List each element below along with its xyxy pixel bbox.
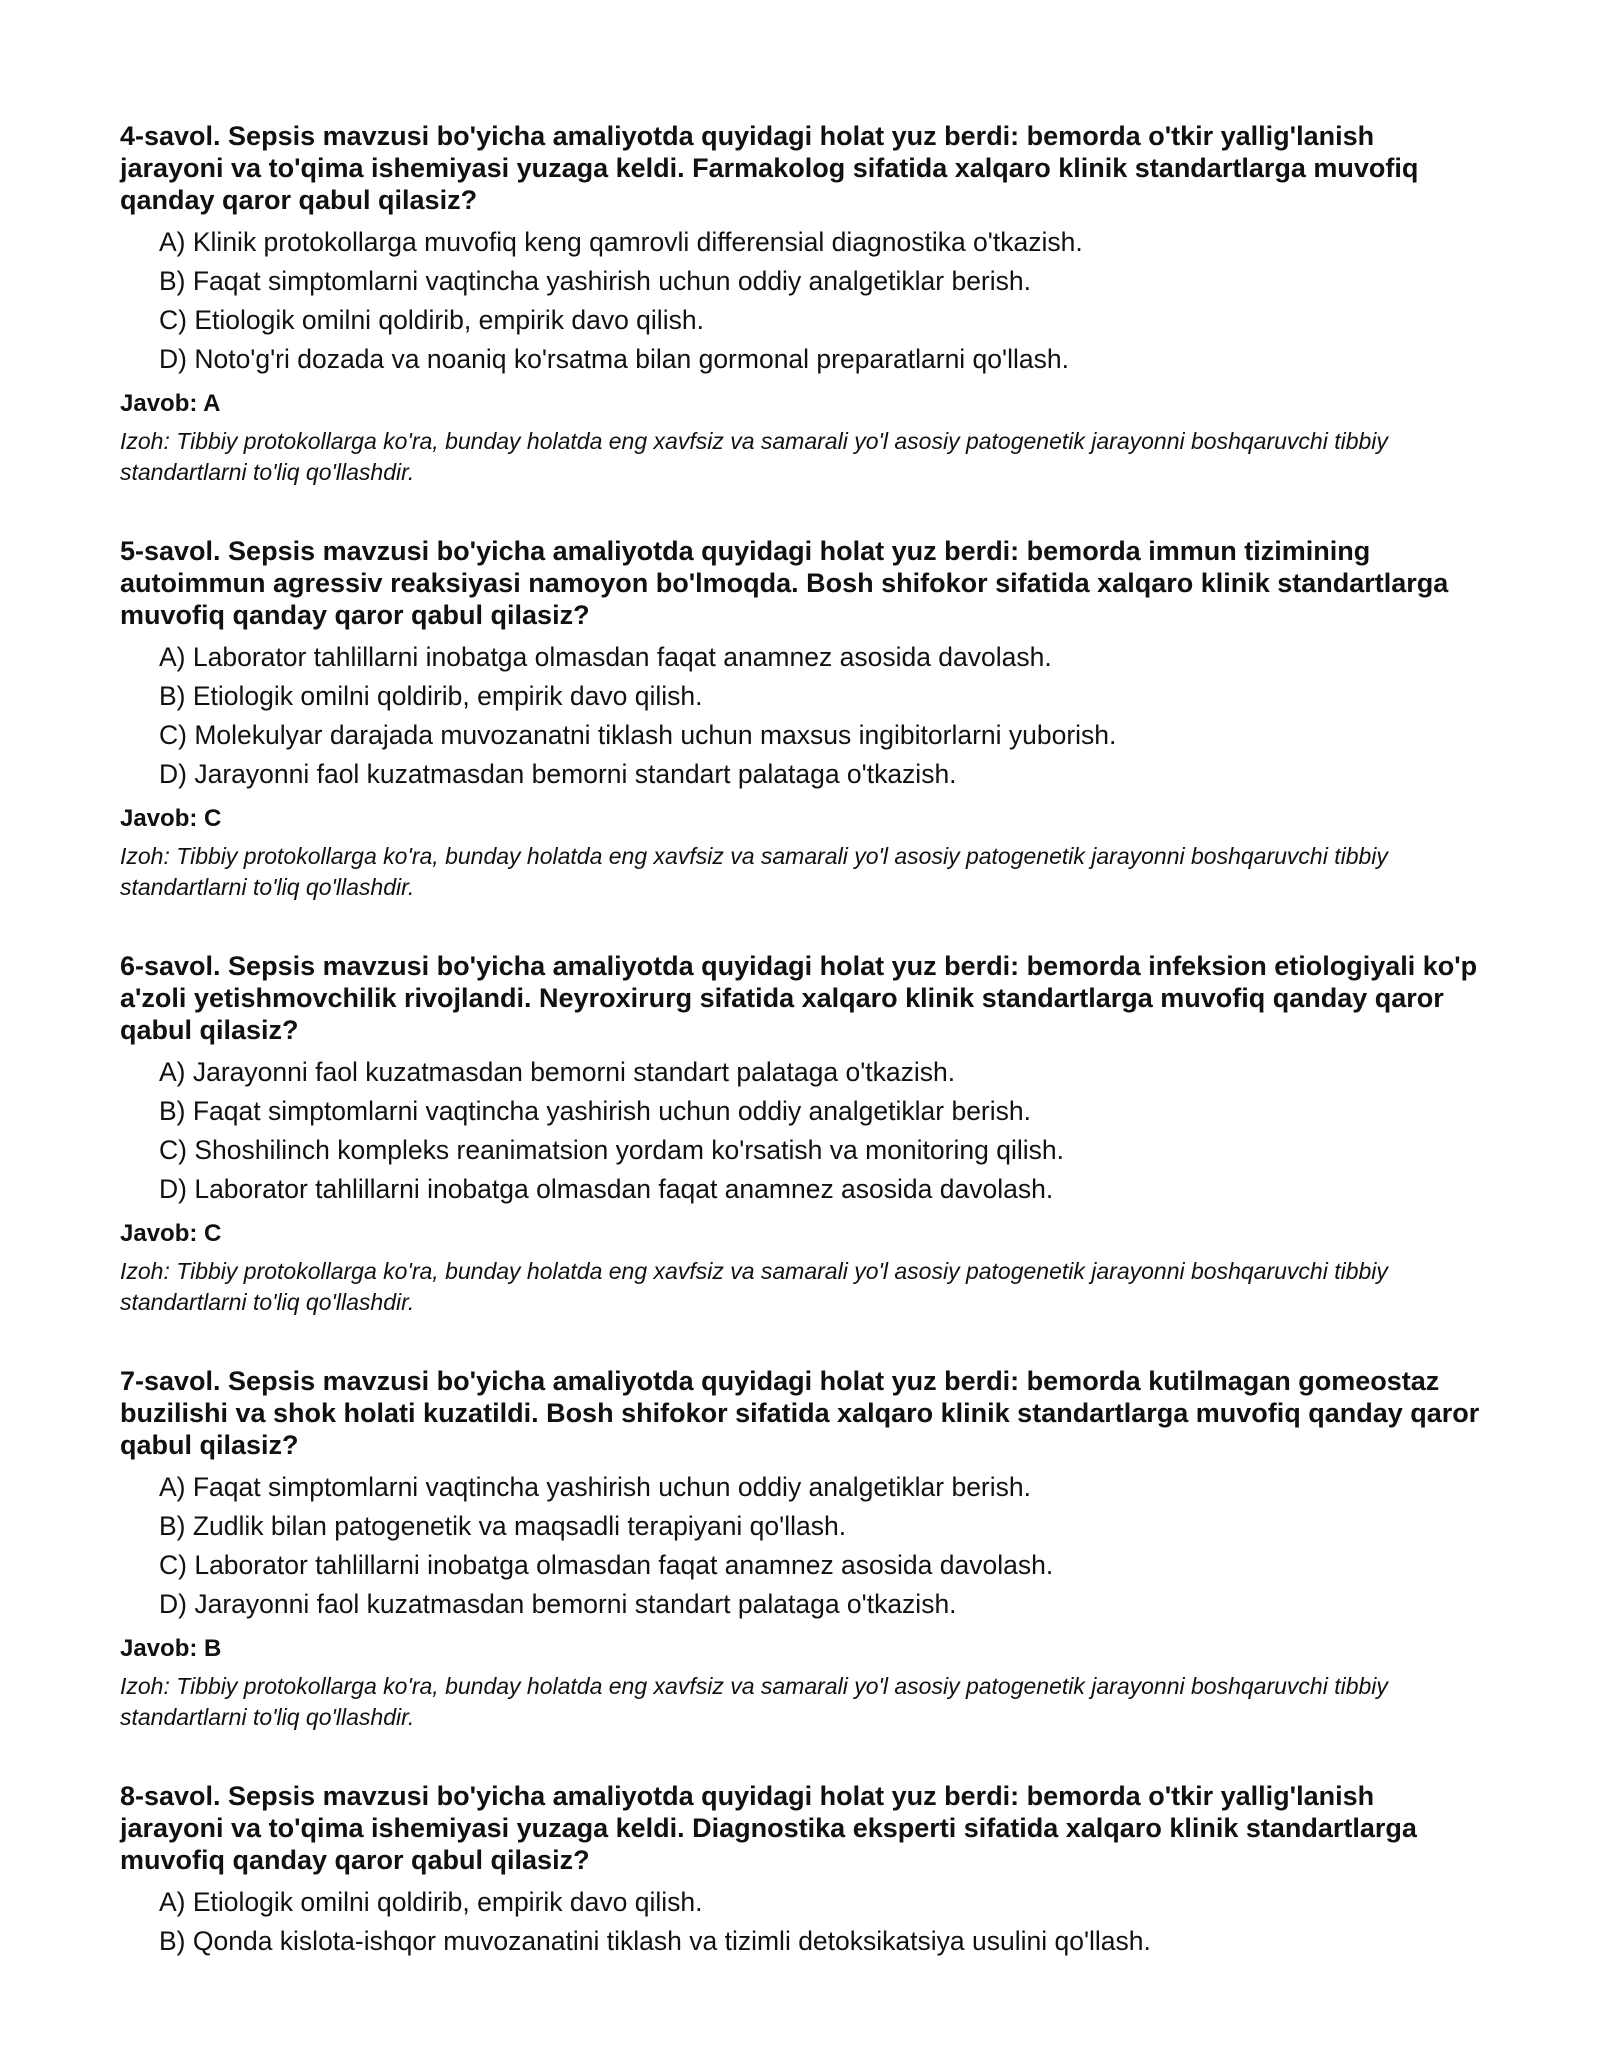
explanation-note: Izoh: Tibbiy protokollarga ko'ra, bunday holatda eng xavfsiz va samarali yo'l asosiy patogenetik jarayonni boshqaruvchi tibbiy standartlarni to'liq qo'llashdir. — [120, 428, 1388, 485]
option-list — [120, 1883, 1480, 1961]
option-a: A) Jarayonni faol kuzatmasdan bemorni standart palataga o'tkazish. — [159, 1057, 956, 1087]
question-4 — [120, 120, 1480, 488]
option-b: B) Qonda kislota-ishqor muvozanatini tiklash va tizimli detoksikatsiya usulini qo'llash. — [159, 1926, 1151, 1956]
option-a: A) Klinik protokollarga muvofiq keng qamrovli differensial diagnostika o'tkazish. — [159, 227, 1083, 257]
answer-label: Javob: B — [120, 1635, 222, 1662]
answer-label: Javob: C — [120, 805, 222, 832]
answer-label: Javob: A — [120, 390, 221, 417]
option-list — [120, 1468, 1480, 1624]
explanation-note: Izoh: Tibbiy protokollarga ko'ra, bunday holatda eng xavfsiz va samarali yo'l asosiy patogenetik jarayonni boshqaruvchi tibbiy standartlarni to'liq qo'llashdir. — [120, 1673, 1388, 1730]
question-8 — [120, 1780, 1480, 1961]
question-7 — [120, 1365, 1480, 1733]
document-page — [120, 120, 1480, 2008]
option-b: B) Faqat simptomlarni vaqtincha yashirish uchun oddiy analgetiklar berish. — [159, 266, 1031, 296]
question-title: 5-savol. Sepsis mavzusi bo'yicha amaliyotda quyidagi holat yuz berdi: bemorda immun tizimining autoimmun agressiv reaksiyasi namoyon bo'lmoqda. Bosh shifokor sifatida xalqaro klinik standartlarga muvofiq qanday qaror qabul qilasiz? — [120, 536, 1449, 630]
option-c: C) Shoshilinch kompleks reanimatsion yordam ko'rsatish va monitoring qilish. — [159, 1135, 1064, 1165]
explanation-note: Izoh: Tibbiy protokollarga ko'ra, bunday holatda eng xavfsiz va samarali yo'l asosiy patogenetik jarayonni boshqaruvchi tibbiy standartlarni to'liq qo'llashdir. — [120, 1258, 1388, 1315]
option-list — [120, 223, 1480, 379]
explanation-note: Izoh: Tibbiy protokollarga ko'ra, bunday holatda eng xavfsiz va samarali yo'l asosiy patogenetik jarayonni boshqaruvchi tibbiy standartlarni to'liq qo'llashdir. — [120, 843, 1388, 900]
option-b: B) Faqat simptomlarni vaqtincha yashirish uchun oddiy analgetiklar berish. — [159, 1096, 1031, 1126]
option-b: B) Etiologik omilni qoldirib, empirik davo qilish. — [159, 681, 703, 711]
option-d: D) Jarayonni faol kuzatmasdan bemorni standart palataga o'tkazish. — [159, 759, 957, 789]
option-c: C) Molekulyar darajada muvozanatni tiklash uchun maxsus ingibitorlarni yuborish. — [159, 720, 1117, 750]
option-a: A) Laborator tahlillarni inobatga olmasdan faqat anamnez asosida davolash. — [159, 642, 1052, 672]
option-list — [120, 1053, 1480, 1209]
question-5 — [120, 535, 1480, 903]
option-b: B) Zudlik bilan patogenetik va maqsadli terapiyani qo'llash. — [159, 1511, 847, 1541]
option-c: C) Etiologik omilni qoldirib, empirik davo qilish. — [159, 305, 704, 335]
option-a: A) Etiologik omilni qoldirib, empirik davo qilish. — [159, 1887, 703, 1917]
question-title: 6-savol. Sepsis mavzusi bo'yicha amaliyotda quyidagi holat yuz berdi: bemorda infeksion etiologiyali ko'p a'zoli yetishmovchilik rivojlandi. Neyroxirurg sifatida xalqaro klinik standartlarga muvofiq qanday qaror qabul qilasiz? — [120, 951, 1478, 1045]
option-list — [120, 638, 1480, 794]
question-6 — [120, 950, 1480, 1318]
option-d: D) Noto'g'ri dozada va noaniq ko'rsatma bilan gormonal preparatlarni qo'llash. — [159, 344, 1069, 374]
question-title: 7-savol. Sepsis mavzusi bo'yicha amaliyotda quyidagi holat yuz berdi: bemorda kutilmagan gomeostaz buzilishi va shok holati kuzatildi. Bosh shifokor sifatida xalqaro klinik standartlarga muvofiq qanday qaror qabul qilasiz? — [120, 1366, 1480, 1460]
option-d: D) Laborator tahlillarni inobatga olmasdan faqat anamnez asosida davolash. — [159, 1174, 1054, 1204]
option-c: C) Laborator tahlillarni inobatga olmasdan faqat anamnez asosida davolash. — [159, 1550, 1054, 1580]
question-title: 8-savol. Sepsis mavzusi bo'yicha amaliyotda quyidagi holat yuz berdi: bemorda o'tkir yallig'lanish jarayoni va to'qima ishemiyasi yuzaga keldi. Diagnostika eksperti sifatida xalqaro klinik standartlarga muvofiq qanday qaror qabul qilasiz? — [120, 1781, 1417, 1875]
option-a: A) Faqat simptomlarni vaqtincha yashirish uchun oddiy analgetiklar berish. — [159, 1472, 1031, 1502]
answer-label: Javob: C — [120, 1220, 222, 1247]
question-title: 4-savol. Sepsis mavzusi bo'yicha amaliyotda quyidagi holat yuz berdi: bemorda o'tkir yallig'lanish jarayoni va to'qima ishemiyasi yuzaga keldi. Farmakolog sifatida xalqaro klinik standartlarga muvofiq qanday qaror qabul qilasiz? — [120, 121, 1419, 215]
option-d: D) Jarayonni faol kuzatmasdan bemorni standart palataga o'tkazish. — [159, 1589, 957, 1619]
